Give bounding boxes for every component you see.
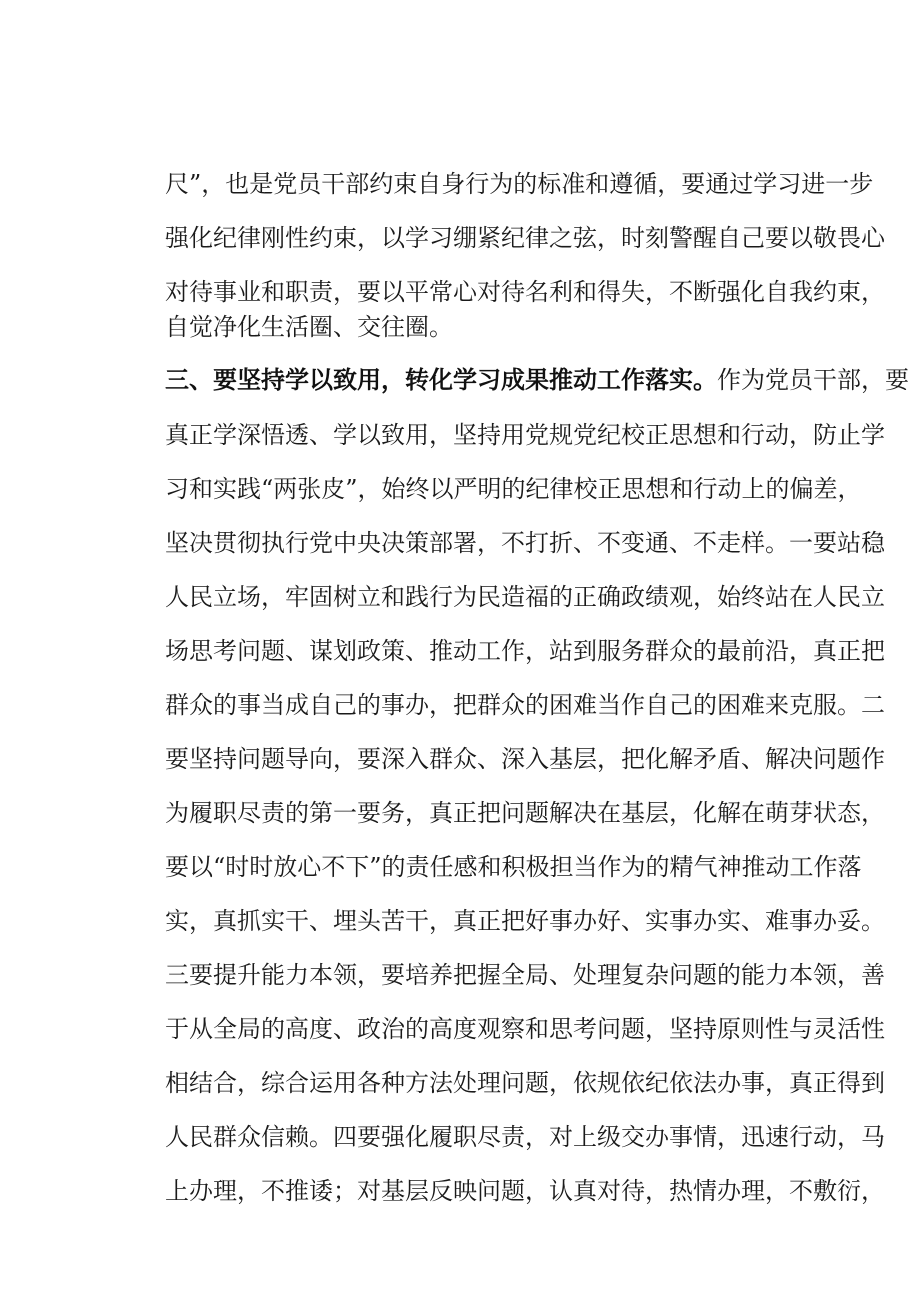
paragraph-2-line-6: 场思考问题、谋划政策、推动工作，站到服务群众的最前沿，真正把 [165, 637, 885, 665]
paragraph-2-line-9: 为履职尽责的第一要务，真正把问题解决在基层，化解在萌芽状态， [165, 799, 885, 827]
paragraph-2-line-4: 坚决贯彻执行党中央决策部署，不打折、不变通、不走样。一要站稳 [165, 529, 885, 557]
paragraph-2-line-3: 习和实践“两张皮”，始终以严明的纪律校正思想和行动上的偏差， [165, 475, 862, 503]
paragraph-2-line-16: 上办理，不推诿；对基层反映问题，认真对待，热情办理，不敷衍， [165, 1177, 885, 1205]
paragraph-1-line-3: 对待事业和职责，要以平常心对待名利和得失，不断强化自我约束， [165, 278, 885, 306]
paragraph-2-line-2: 真正学深悟透、学以致用，坚持用党规党纪校正思想和行动，防止学 [165, 421, 885, 449]
paragraph-2-line-5: 人民立场，牢固树立和践行为民造福的正确政绩观，始终站在人民立 [165, 583, 885, 611]
paragraph-2-line-15: 人民群众信赖。四要强化履职尽责，对上级交办事情，迅速行动，马 [165, 1123, 885, 1151]
paragraph-2-line-14: 相结合，综合运用各种方法处理问题，依规依纪依法办事，真正得到 [165, 1069, 885, 1097]
paragraph-1-line-2: 强化纪律刚性约束，以学习绷紧纪律之弦，时刻警醒自己要以敬畏心 [165, 224, 885, 252]
paragraph-2-line-8: 要坚持问题导向，要深入群众、深入基层，把化解矛盾、解决问题作 [165, 745, 885, 773]
paragraph-2-line-7: 群众的事当成自己的事办，把群众的困难当作自己的困难来克服。二 [165, 691, 885, 719]
section-heading: 三、要坚持学以致用，转化学习成果推动工作落实。 [165, 366, 717, 394]
paragraph-2-line-10: 要以“时时放心不下”的责任感和积极担当作为的精气神推动工作落 [165, 853, 862, 881]
paragraph-2-line-12: 三要提升能力本领，要培养把握全局、处理复杂问题的能力本领，善 [165, 961, 885, 989]
paragraph-1-line-4: 自觉净化生活圈、交往圈。 [165, 313, 453, 341]
paragraph-2-first-line [165, 353, 909, 407]
paragraph-2-line-13: 于从全局的高度、政治的高度观察和思考问题，坚持原则性与灵活性 [165, 1015, 885, 1043]
paragraph-2-first-line-rest: 作为党员干部，要 [717, 366, 909, 394]
paragraph-1-line-1: 尺”，也是党员干部约束自身行为的标准和遵循，要通过学习进一步 [165, 170, 874, 198]
paragraph-2-line-11: 实，真抓实干、埋头苦干，真正把好事办好、实事办实、难事办妥。 [165, 907, 885, 935]
